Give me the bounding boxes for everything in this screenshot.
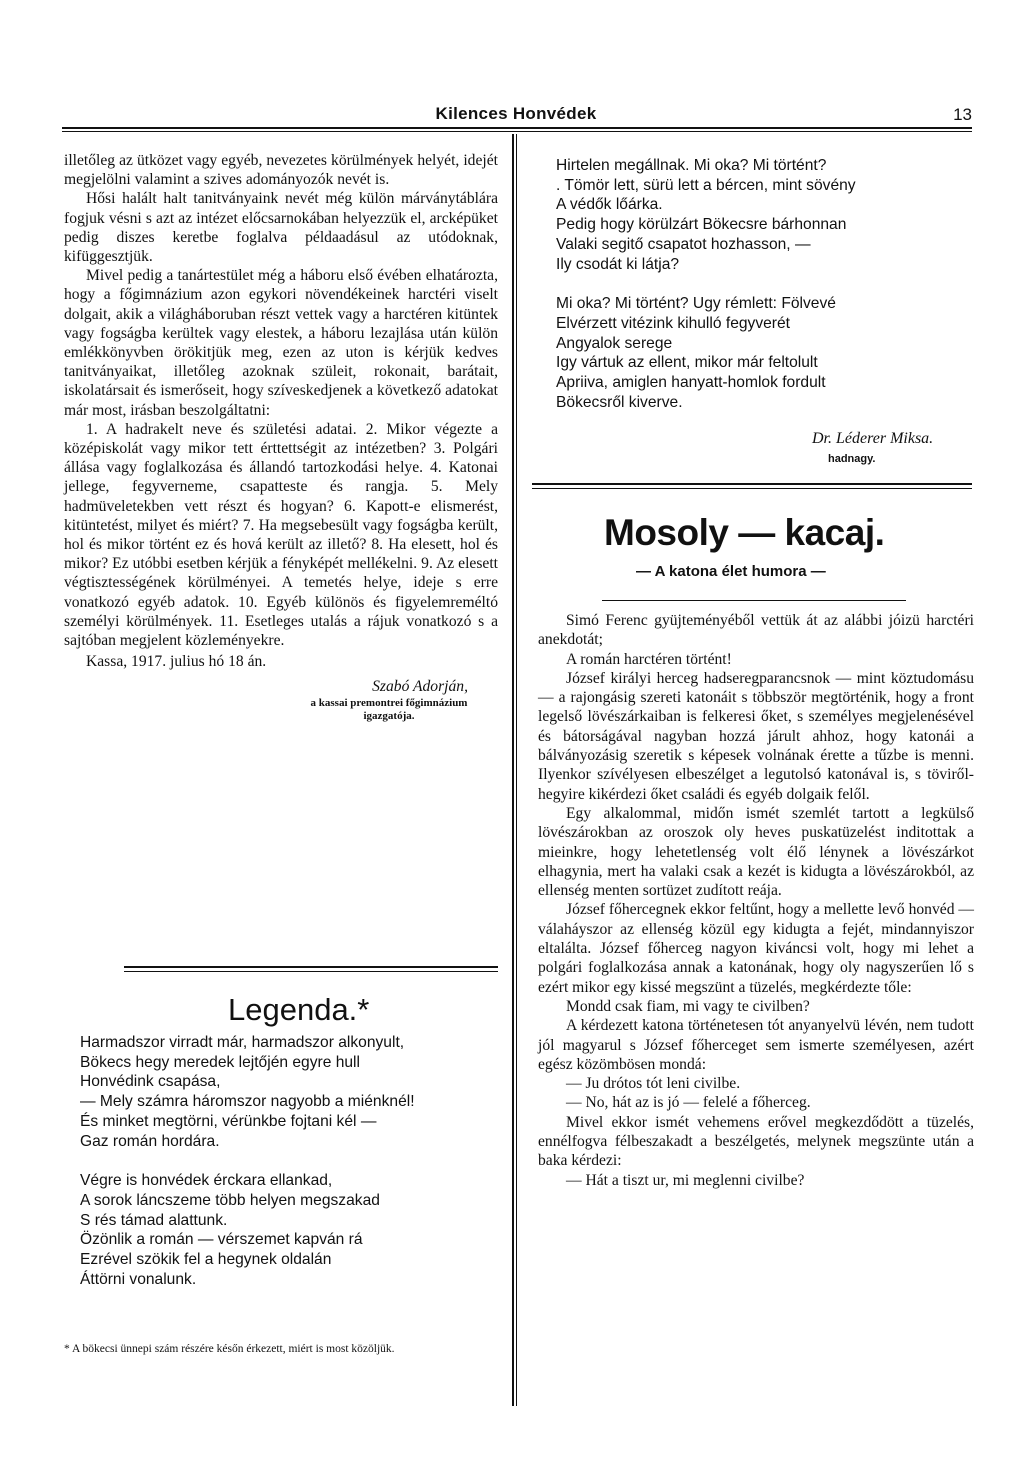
section-rule xyxy=(532,483,972,485)
newspaper-title: Kilences Honvédek xyxy=(435,104,597,123)
poem-stanza xyxy=(556,156,976,274)
poem-line: Bökecs hegy meredek lejtőjén egyre hull xyxy=(80,1053,360,1071)
section-rule-thin xyxy=(532,488,972,489)
poem-line: Bökecsről kiverve. xyxy=(556,393,683,411)
poem-line: . Tömör lett, sürü lett a bércen, mint sövény xyxy=(556,176,856,194)
section-title: Mosoly — kacaj. xyxy=(604,512,885,553)
poem-line: Valaki segitő csapatot hozhasson, — xyxy=(556,235,811,253)
section-rule xyxy=(124,966,498,968)
section-rule-thin xyxy=(124,971,498,972)
poem-legenda xyxy=(80,1033,500,1302)
section-subtitle: — A katona élet humora — xyxy=(636,563,826,580)
article-paragraph: Simó Ferenc gyüjteményéből vettük át az alábbi jóizü harctéri anekdotát; xyxy=(538,612,974,649)
poem-line: Áttörni vonalunk. xyxy=(80,1270,197,1288)
poem-stanza xyxy=(80,1171,500,1289)
article-paragraph: Hősi halált halt tanitványaink nevét még külön márványtáblára fogjuk vésni s azt az intézet előcsarnokában helyezzük el, arcképüket pedig diszes keretbe foglalva példaadásul az utódoknak, kifüggesztjük. xyxy=(64,190,498,266)
article-paragraph: illetőleg az ütközet vagy egyéb, nevezetes körülmények helyét, idejét megjelölni valamint a szives adományozók nevét is. xyxy=(64,152,498,189)
poem-title: Legenda.* xyxy=(228,992,370,1027)
poem-line: Apriiva, amiglen hanyatt-homlok fordult xyxy=(556,374,826,392)
poem-line: — Mely számra háromszor nagyobb a miénknél! xyxy=(80,1093,415,1111)
poem-line: Gaz román hordára. xyxy=(80,1132,220,1150)
article-paragraph: Mondd csak fiam, mi vagy te civilben? xyxy=(566,997,810,1015)
poem-line: A sorok láncszeme több helyen megszakad xyxy=(80,1191,380,1209)
poem-line: Hirtelen megállnak. Mi oka? Mi történt? xyxy=(556,157,827,174)
poem-line: Pedig hogy körülzárt Bökecsre bárhonnan xyxy=(556,216,847,234)
story-title: A román harctéren történt! xyxy=(566,650,732,668)
article-paragraph: József királyi herceg hadseregparancsnok — mint köztudomásu — a rajongásig szereti katonáit s többször megtörténik, hogy a front legelső lövészárkaiban is felkeresi őket, s személyes megjelenésével és bátorságával nagyban hozzá járult ahhoz, hogy katonái a bálványozásig szeretik s képesek volnának érette a tűzbe is menni. Ilyenkor szívélyesen elbeszélget a legutolsó katonával is, s töviről-hegyire kikérdezi őket családi és egyéb dolgaik felől. xyxy=(538,669,974,803)
poem-line: Özönlik a román — vérszemet kapván rá xyxy=(80,1231,363,1249)
article-question-list: 1. A hadrakelt neve és születési adatai. 2. Mikor végezte a középiskolát vagy mikor tett érttettségit az intézetben? 3. Polgári állása vagy foglalkozása és állandó tartozkodási helye. 4. Katonai jellege, fegyverneme, csapatteste és rangja. 5. Mely hadmüveletekben vett részt és hogyan? 6. Kapott-e elismerést, kitüntetést, milyet és miért? 7. Ha megsebesült vagy fogságba került, hol és mikor történt ez és hová került az illető? 8. Ha elesett, hol és mikor? Ez utóbbi esetben kérjük a fényképét mellékelni. 9. Az elesett végtisztességének körülményei. A temetés helye, ideje s erre vonatkozó egyéb adatok. 10. Egyéb különös és figyelemreméltó személyi körülmények. 11. Esetleges utalás a rájuk vonatkozó s a sajtóban megjelent közleményekre. xyxy=(64,420,498,650)
poem-stanza xyxy=(556,294,976,412)
poem-line: Végre is honvédek érckara ellankad, xyxy=(80,1172,333,1190)
column-divider-2 xyxy=(516,134,517,1406)
poem-line: Honvédink csapása, xyxy=(80,1073,221,1091)
poem-line: Ezrével szökik fel a hegynek oldalán xyxy=(80,1251,332,1269)
poem-author-rank: hadnagy. xyxy=(828,453,876,465)
poem-stanza xyxy=(80,1033,500,1151)
poem-line: Elvérzett vitézink kihulló fegyverét xyxy=(556,314,791,332)
signature-name: Szabó Adorján, xyxy=(372,678,468,696)
poem-line: S rés támad alattunk. xyxy=(80,1211,228,1229)
header-rule-thin xyxy=(62,131,972,132)
article-paragraph: Mivel ekkor ismét vehemens erővel megkezdődött a tüzelés, ennélfogva félbeszakadt a beszélgetés, melynek megszünte után a baka kérdezi: xyxy=(538,1113,974,1170)
poem-line: Harmadszor virradt már, harmadszor alkonyult, xyxy=(80,1034,405,1051)
poem-continuation xyxy=(556,156,976,425)
article-paragraph: József főhercegnek ekkor feltűnt, hogy a mellette levő honvéd — válaháyszor az ellenség közül egy kidugta a fejét, mindannyiszor eltalálta. József főherceg nagyon kiváncsi volt, hogy mi lehet a polgári foglalkozása annak a katonának, hogy oly nagyszerűen lő s ezért mikor egy kissé megszünt a tüzelés, megkérdezte tőle: xyxy=(538,901,974,996)
signature-title: a kassai premontrei főgimnázium igazgatója. xyxy=(310,696,468,722)
article-paragraph: A kérdezett katona történetesen tót anyanyelvü lévén, nem tudott jól magyarul s József főherceget sem ismerte személyesen, azért egész közömbösen mondá: xyxy=(538,1017,974,1073)
poem-footnote: * A bökecsi ünnepi szám részére későn érkezett, miért is most közöljük. xyxy=(64,1343,395,1355)
left-article xyxy=(64,151,498,723)
dialogue-line: — Ju drótos tót leni civilbe. xyxy=(566,1075,741,1093)
article-paragraph: Egy alkalommal, midőn ismét szemlét tartott a legkülső lövészárokban az oroszok oly heves puskatüzelést inditottak a mieinkre, hogy lehetetlenség volt élő lénynek a lövészárkot elhagynia, mert ha valaki csak a kezét is kidugta a lövészárokból, az ellenség menten sortüzet zudított reája. xyxy=(538,804,974,900)
poem-line: Mi oka? Mi történt? Ugy rémlett: Fölvevé xyxy=(556,295,836,313)
humor-article xyxy=(538,611,974,1190)
subtitle-rule xyxy=(602,600,906,601)
poem-line: A védők lőárka. xyxy=(556,196,663,214)
masthead xyxy=(60,104,972,126)
poem-line: Igy vártuk az ellent, mikor már feltolult xyxy=(556,354,818,372)
poem-author: Dr. Léderer Miksa. xyxy=(812,430,934,447)
poem-line: Ily csodát ki látja? xyxy=(556,255,680,273)
header-rule xyxy=(62,127,972,129)
poem-line: És minket megtörni, vérünkbe fojtani kél — xyxy=(80,1112,377,1130)
page-number: 13 xyxy=(953,105,972,124)
article-paragraph: Mivel pedig a tanártestület még a háboru első évében elhatározta, hogy a főgimnázium azon egykori növendékeinek harctéri viselt dolgait, akik a világháboruban részt vettek vagy a harctéren kitüntek vagy fogságba kerültek vagy elestek, a háboru lezajlása után külön emlékkönyvben örökitjük meg, ezen az uton is kérjük kedves tanitványaikat, illetőleg azoknak szüleit, rokonait, barátait, iskolatársait és ismerőseit, hogy szíveskedjenek a következő adatokat már most, irásban beszolgáltatni: xyxy=(64,267,498,419)
column-divider xyxy=(512,134,514,1406)
poem-line: Angyalok serege xyxy=(556,334,673,352)
dialogue-line: — No, hát az is jó — felelé a főherceg. xyxy=(566,1094,811,1112)
dialogue-line: — Hát a tiszt ur, mi meglenni civilbe? xyxy=(566,1171,805,1189)
dateline: Kassa, 1917. julius hó 18 án. xyxy=(86,653,267,671)
